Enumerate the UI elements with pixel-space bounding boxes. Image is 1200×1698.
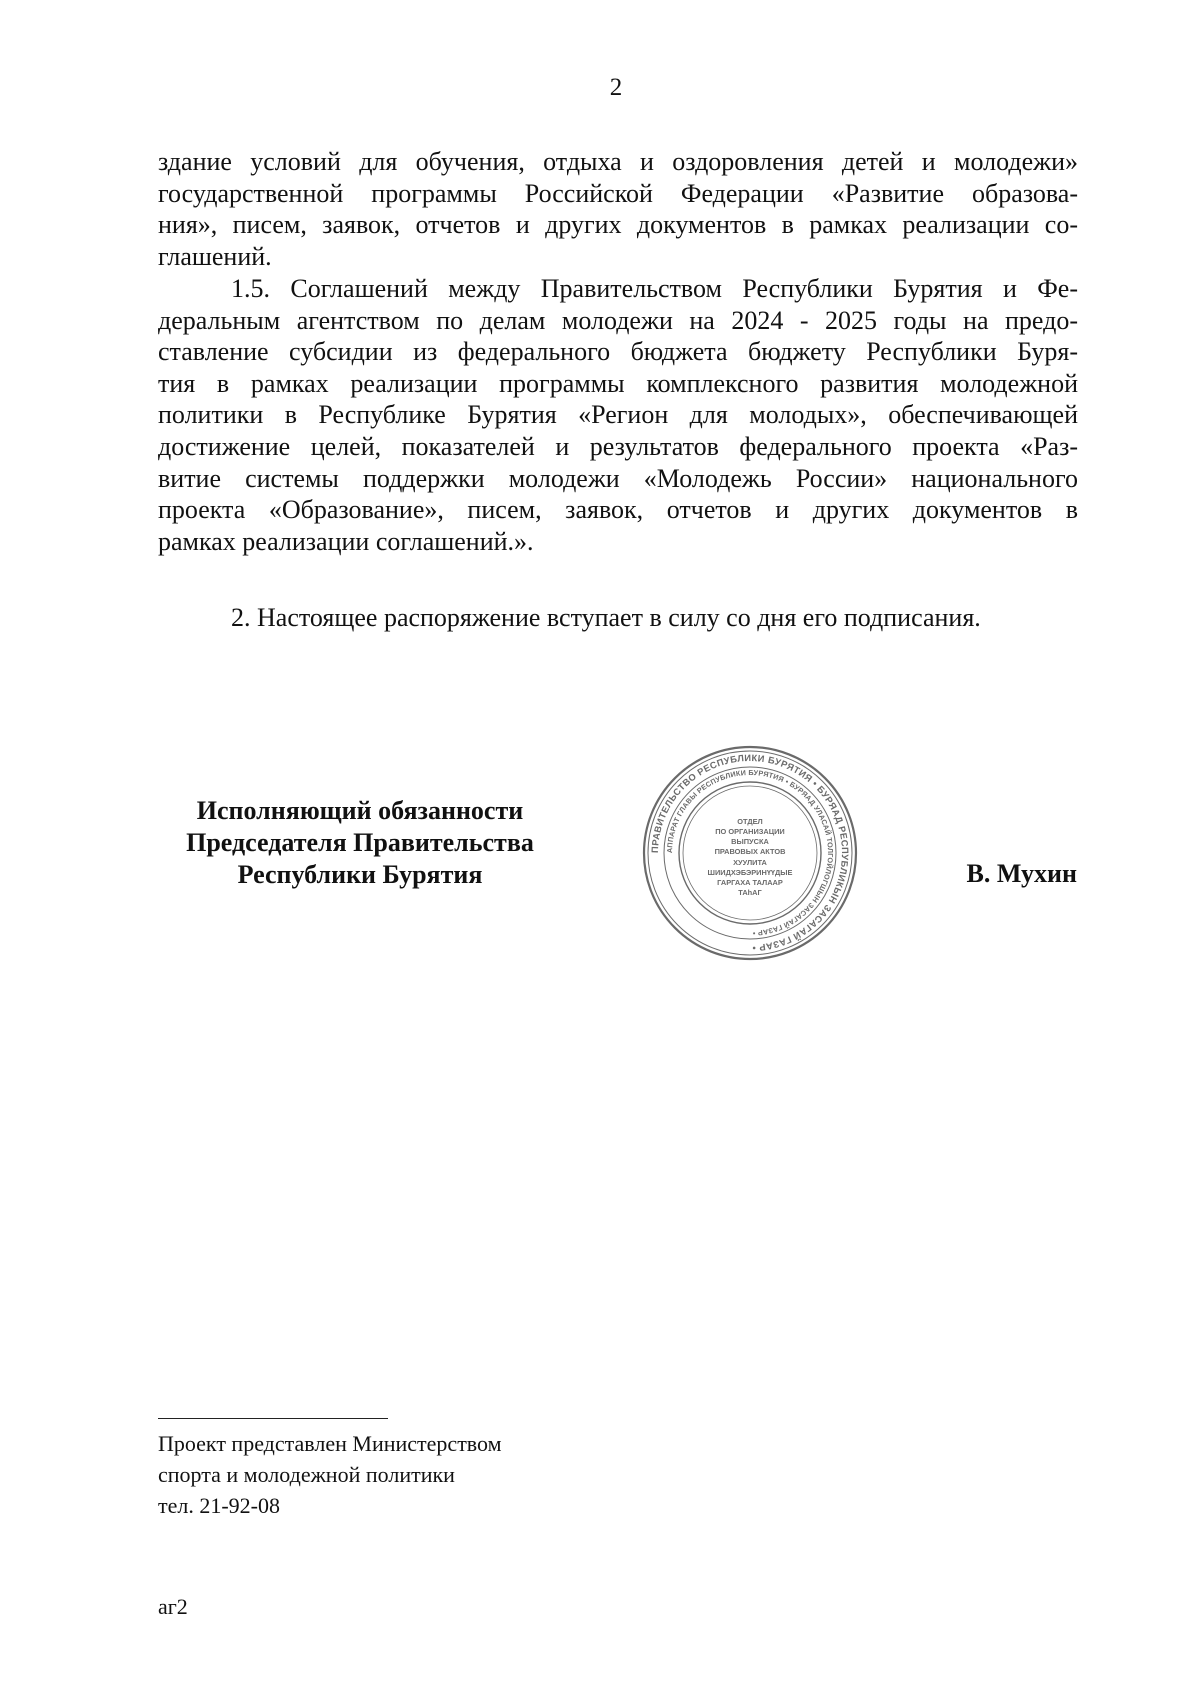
text-line: глашений. — [158, 241, 272, 271]
text-line: проекта «Образование», писем, заявок, отчетов и других документов в — [158, 495, 1078, 525]
stamp-center-line: ГАРГАХА ТАЛААР — [717, 878, 783, 887]
text-line: государственной программы Российской Федерации «Развитие образова- — [158, 178, 1078, 208]
stamp-center-line: ШИИДХЭБЭРИНҮҮДЫЕ — [707, 868, 793, 877]
stamp-center-text — [708, 817, 793, 897]
footnote-line: Проект представлен Министерством — [158, 1431, 502, 1456]
signatory-line: Республики Бурятия — [237, 860, 483, 889]
stamp-center-line: ОТДЕЛ — [737, 817, 763, 826]
signatory-line: Исполняющий обязанности — [196, 796, 524, 825]
stamp-center-line: ПО ОРГАНИЗАЦИИ — [715, 827, 785, 836]
text-line: ния», писем, заявок, отчетов и других документов в рамках реализации со- — [158, 210, 1078, 240]
footnote — [158, 1428, 502, 1521]
footnote-line: спорта и молодежной политики — [158, 1462, 455, 1487]
text-line: политики в Республике Бурятия «Регион для молодых», обеспечивающей — [158, 400, 1078, 430]
stamp-center-line: ТАhAГ — [738, 888, 762, 897]
official-stamp — [641, 744, 859, 962]
footnote-line: тел. 21-92-08 — [158, 1493, 281, 1518]
document-code: аг2 — [158, 1594, 188, 1619]
footnote-divider — [158, 1418, 388, 1419]
stamp-center-line: ВЫПУСКА — [731, 837, 769, 846]
signatory-line: Председателя Правительства — [186, 828, 534, 857]
signatory-title — [150, 795, 570, 891]
text-line: витие системы поддержки молодежи «Молодежь России» национального — [158, 463, 1078, 493]
paragraph-item-1-5 — [158, 273, 1078, 557]
text-line: деральным агентством по делам молодежи на 2024 - 2025 годы на предо- — [158, 305, 1078, 335]
stamp-outer-text-path: ПРАВИТЕЛЬСТВО РЕСПУБЛИКИ БУРЯТИЯ • БУРЯАД РЕСПУБЛИКЫН ЗАСАГАЙ ГАЗАР • — [649, 752, 851, 953]
paragraph-item-2: 2. Настоящее распоряжение вступает в силу со дня его подписания. — [231, 603, 981, 632]
text-line: ставление субсидии из федерального бюджета бюджету Республики Буря- — [158, 337, 1078, 367]
text-line: достижение целей, показателей и результатов федерального проекта «Раз- — [158, 431, 1078, 461]
stamp-inner-text-path: АППАРАТ ГЛАВЫ РЕСПУБЛИКИ БУРЯТИЯ • БУРЯАД УЛАСАЙ ТОЛГОЙЛОГШЫН ЗАСАГАЙ ГАЗАР • — [664, 767, 836, 938]
paragraph-continuation — [158, 146, 1078, 272]
stamp-center-line: ХУУЛИТА — [733, 858, 767, 867]
text-line: здание условий для обучения, отдыха и оздоровления детей и молодежи» — [158, 147, 1078, 176]
signer-name: В. Мухин — [966, 859, 1077, 888]
text-line: рамках реализации соглашений.». — [158, 526, 534, 556]
stamp-center-line: ПРАВОВЫХ АКТОВ — [714, 847, 786, 856]
text-line: 1.5. Соглашений между Правительством Республики Бурятия и Фе- — [231, 274, 1078, 303]
text-line: тия в рамках реализации программы комплексного развития молодежной — [158, 368, 1078, 398]
page-number: 2 — [609, 74, 623, 101]
